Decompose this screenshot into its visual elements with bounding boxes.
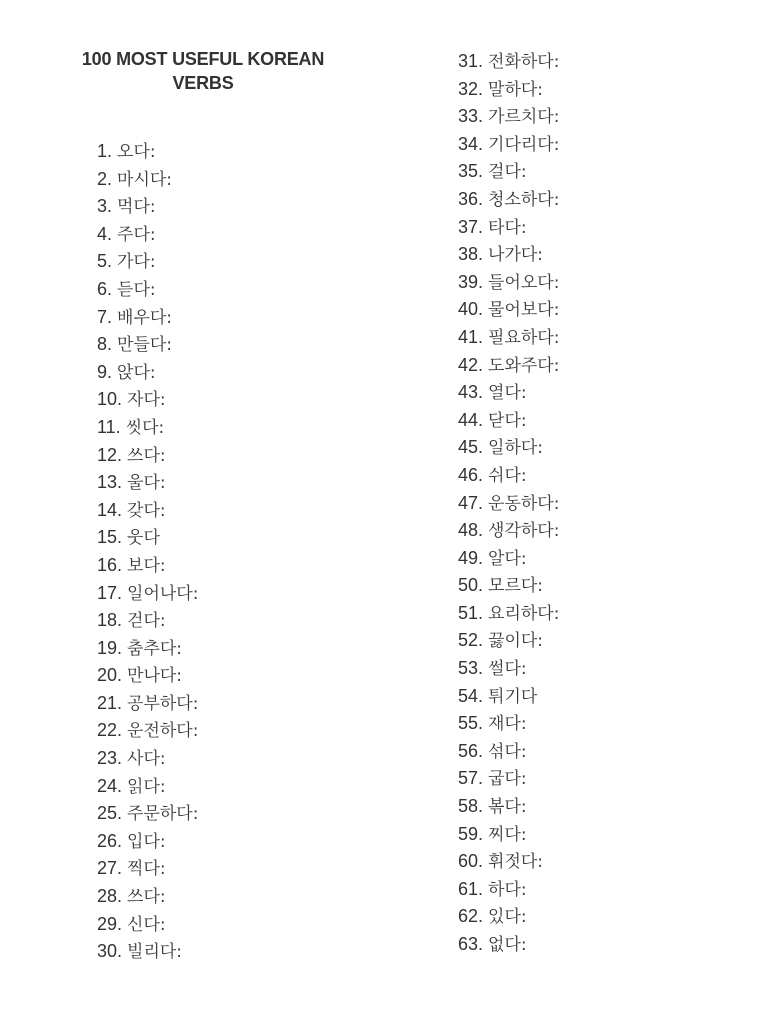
korean-verb: 일하다: <box>488 438 544 459</box>
verb-list-item <box>97 855 198 883</box>
korean-verb: 도와주다: <box>488 355 560 376</box>
verb-list-item <box>458 738 559 766</box>
verb-list-item <box>97 524 198 552</box>
item-number: 61. <box>458 878 484 899</box>
korean-verb: 전화하다: <box>488 52 560 72</box>
item-number: 2. <box>97 168 113 189</box>
korean-verb: 없다: <box>488 935 527 955</box>
verb-list-item <box>458 572 559 600</box>
korean-verb: 타다: <box>488 217 527 238</box>
item-number: 49. <box>458 547 484 568</box>
verb-list-item <box>458 627 559 655</box>
verb-list-item <box>97 221 198 249</box>
item-number: 26. <box>97 830 123 851</box>
item-number: 63. <box>458 934 484 954</box>
item-number: 40. <box>458 299 484 320</box>
verb-list-item <box>97 883 198 911</box>
item-number: 38. <box>458 244 484 265</box>
korean-verb: 볶다: <box>488 797 527 818</box>
item-number: 52. <box>458 630 484 651</box>
item-number: 3. <box>97 196 113 217</box>
verb-list-item <box>458 903 559 931</box>
verb-list-item <box>458 324 559 352</box>
korean-verb: 듣다: <box>117 279 156 300</box>
korean-verb: 주다: <box>117 224 156 245</box>
verb-list-item <box>97 690 198 718</box>
korean-verb: 말하다: <box>488 79 544 100</box>
verb-list-item <box>97 138 198 166</box>
item-number: 13. <box>97 472 123 493</box>
verb-list-item <box>458 186 559 214</box>
item-number: 41. <box>458 326 484 347</box>
item-number: 47. <box>458 492 484 513</box>
item-number: 22. <box>97 720 123 741</box>
item-number: 16. <box>97 554 123 575</box>
verb-list-item <box>458 407 559 435</box>
verb-list-item <box>458 545 559 573</box>
verb-list-item <box>458 158 559 186</box>
korean-verb: 알다: <box>488 548 527 569</box>
item-number: 1. <box>97 141 113 161</box>
korean-verb: 필요하다: <box>488 327 560 348</box>
item-number: 34. <box>458 133 484 154</box>
korean-verb: 울다: <box>127 473 166 494</box>
korean-verb: 씻다: <box>125 417 165 438</box>
item-number: 18. <box>97 610 123 631</box>
item-number: 51. <box>458 602 484 623</box>
verb-list-item <box>458 352 559 380</box>
item-number: 7. <box>97 306 113 327</box>
korean-verb: 춤추다: <box>127 638 183 659</box>
verb-list-item <box>458 765 559 793</box>
verb-list-item <box>97 166 198 194</box>
item-number: 56. <box>458 740 484 761</box>
item-number: 57. <box>458 768 484 789</box>
item-number: 14. <box>97 499 123 520</box>
verb-list-item <box>97 193 198 221</box>
item-number: 37. <box>458 216 484 237</box>
item-number: 23. <box>97 748 123 769</box>
item-number: 10. <box>97 389 123 410</box>
verb-list-item <box>458 931 559 959</box>
korean-verb: 앉다: <box>117 362 156 383</box>
page-title: 100 MOST USEFUL KOREAN VERBS <box>81 49 325 93</box>
verb-list-item <box>458 241 559 269</box>
korean-verb: 쓰다: <box>127 887 166 908</box>
item-number: 43. <box>458 382 484 403</box>
item-number: 50. <box>458 575 484 596</box>
korean-verb: 나가다: <box>488 245 544 266</box>
item-number: 48. <box>458 520 484 541</box>
korean-verb: 공부하다: <box>127 693 199 714</box>
korean-verb: 가르치다: <box>488 107 560 128</box>
verb-list-item <box>97 469 198 497</box>
verb-list-item <box>97 552 198 580</box>
verb-list-item <box>458 600 559 628</box>
korean-verb: 갖다: <box>127 500 166 521</box>
item-number: 59. <box>458 823 484 844</box>
korean-verb: 끓이다: <box>488 631 544 652</box>
verb-list-item <box>458 490 559 518</box>
verb-list-item <box>458 103 559 131</box>
korean-verb: 운동하다: <box>488 493 560 514</box>
verb-list-right <box>458 48 559 959</box>
verb-list-item <box>458 214 559 242</box>
verb-list-item <box>97 607 198 635</box>
item-number: 54. <box>458 685 484 706</box>
item-number: 36. <box>458 188 484 209</box>
item-number: 30. <box>97 941 123 962</box>
item-number: 42. <box>458 354 484 375</box>
korean-verb: 보다: <box>127 555 166 576</box>
korean-verb: 만들다: <box>117 335 173 356</box>
korean-verb: 하다: <box>488 879 527 900</box>
item-number: 44. <box>458 409 484 430</box>
verb-list-item <box>458 793 559 821</box>
verb-list-item <box>97 800 198 828</box>
item-number: 35. <box>458 161 484 182</box>
korean-verb: 굽다: <box>488 769 527 790</box>
item-number: 58. <box>458 796 484 817</box>
verb-list-item <box>97 938 198 966</box>
korean-verb: 튀기다 <box>488 686 538 707</box>
korean-verb: 찌다: <box>488 824 527 845</box>
item-number: 46. <box>458 464 484 485</box>
korean-verb: 읽다: <box>127 776 166 797</box>
korean-verb: 모르다: <box>488 576 544 597</box>
verb-list-item <box>458 462 559 490</box>
korean-verb: 걸다: <box>488 162 527 183</box>
item-number: 45. <box>458 437 484 458</box>
item-number: 33. <box>458 106 484 127</box>
item-number: 31. <box>458 51 484 71</box>
verb-list-item <box>458 131 559 159</box>
verb-list-item <box>97 911 198 939</box>
item-number: 28. <box>97 886 123 907</box>
korean-verb: 쓰다: <box>127 445 166 466</box>
korean-verb: 들어오다: <box>488 272 560 293</box>
verb-list-item <box>458 269 559 297</box>
verb-list-item <box>458 296 559 324</box>
korean-verb: 사다: <box>127 749 166 770</box>
item-number: 53. <box>458 658 484 679</box>
verb-list-item <box>458 434 559 462</box>
korean-verb: 요리하다: <box>488 603 560 624</box>
korean-verb: 생각하다: <box>488 521 560 542</box>
verb-list-item <box>458 517 559 545</box>
korean-verb: 걷다: <box>127 611 166 632</box>
verb-list-item <box>458 710 559 738</box>
verb-list-item <box>97 717 198 745</box>
verb-list-item <box>97 414 198 442</box>
verb-list-item <box>458 48 559 76</box>
verb-list-item <box>458 76 559 104</box>
korean-verb: 빌리다: <box>127 942 183 963</box>
korean-verb: 마시다: <box>117 169 173 190</box>
verb-list-item <box>97 442 198 470</box>
verb-list-item <box>97 580 198 608</box>
korean-verb: 가다: <box>117 252 156 273</box>
verb-list-item <box>458 848 559 876</box>
verb-list-item <box>458 821 559 849</box>
korean-verb: 만나다: <box>127 666 183 687</box>
korean-verb: 찍다: <box>127 859 166 880</box>
korean-verb: 있다: <box>488 907 527 928</box>
verb-list-item <box>97 248 198 276</box>
korean-verb: 물어보다: <box>488 300 560 321</box>
korean-verb: 배우다: <box>117 307 173 328</box>
korean-verb: 일어나다: <box>127 583 199 604</box>
verb-list-item <box>97 828 198 856</box>
verb-list-item <box>458 379 559 407</box>
korean-verb: 신다: <box>127 914 166 935</box>
verb-list-item <box>458 876 559 904</box>
item-number: 20. <box>97 665 123 686</box>
korean-verb: 쉬다: <box>488 465 527 486</box>
item-number: 12. <box>97 444 123 465</box>
verb-list-item <box>97 359 198 387</box>
korean-verb: 입다: <box>127 831 166 852</box>
verb-list-item <box>458 683 559 711</box>
korean-verb: 청소하다: <box>488 189 560 210</box>
item-number: 29. <box>97 913 123 934</box>
korean-verb: 웃다 <box>127 528 160 549</box>
korean-verb: 재다: <box>488 714 527 735</box>
item-number: 60. <box>458 851 484 872</box>
verb-list-item <box>97 386 198 414</box>
item-number: 15. <box>97 527 123 548</box>
item-number: 6. <box>97 278 113 299</box>
korean-verb: 자다: <box>127 390 166 411</box>
item-number: 39. <box>458 271 484 292</box>
verb-list-item <box>97 331 198 359</box>
korean-verb: 닫다: <box>488 410 527 431</box>
item-number: 17. <box>97 582 123 603</box>
item-number: 24. <box>97 775 123 796</box>
item-number: 9. <box>97 361 113 382</box>
item-number: 5. <box>97 251 113 272</box>
korean-verb: 열다: <box>488 383 527 404</box>
item-number: 32. <box>458 78 484 99</box>
korean-verb: 휘젓다: <box>488 852 544 873</box>
item-number: 4. <box>97 223 113 244</box>
verb-list-item <box>97 304 198 332</box>
verb-list-item <box>97 773 198 801</box>
korean-verb: 오다: <box>117 142 156 162</box>
verb-list-item <box>97 635 198 663</box>
verb-list-item <box>97 662 198 690</box>
verb-list-left <box>97 138 198 966</box>
item-number: 21. <box>97 692 123 713</box>
korean-verb: 섞다: <box>488 741 527 762</box>
item-number: 25. <box>97 803 123 824</box>
verb-list-item <box>97 497 198 525</box>
korean-verb: 주문하다: <box>127 804 199 825</box>
item-number: 19. <box>97 637 123 658</box>
item-number: 27. <box>97 858 123 879</box>
korean-verb: 먹다: <box>117 197 156 218</box>
item-number: 8. <box>97 334 113 355</box>
korean-verb: 썰다: <box>488 659 527 680</box>
item-number: 11. <box>97 416 121 437</box>
verb-list-item <box>458 655 559 683</box>
verb-list-item <box>97 745 198 773</box>
korean-verb: 기다리다: <box>488 134 560 155</box>
item-number: 62. <box>458 906 484 927</box>
korean-verb: 운전하다: <box>127 721 199 742</box>
item-number: 55. <box>458 713 484 734</box>
verb-list-item <box>97 276 198 304</box>
